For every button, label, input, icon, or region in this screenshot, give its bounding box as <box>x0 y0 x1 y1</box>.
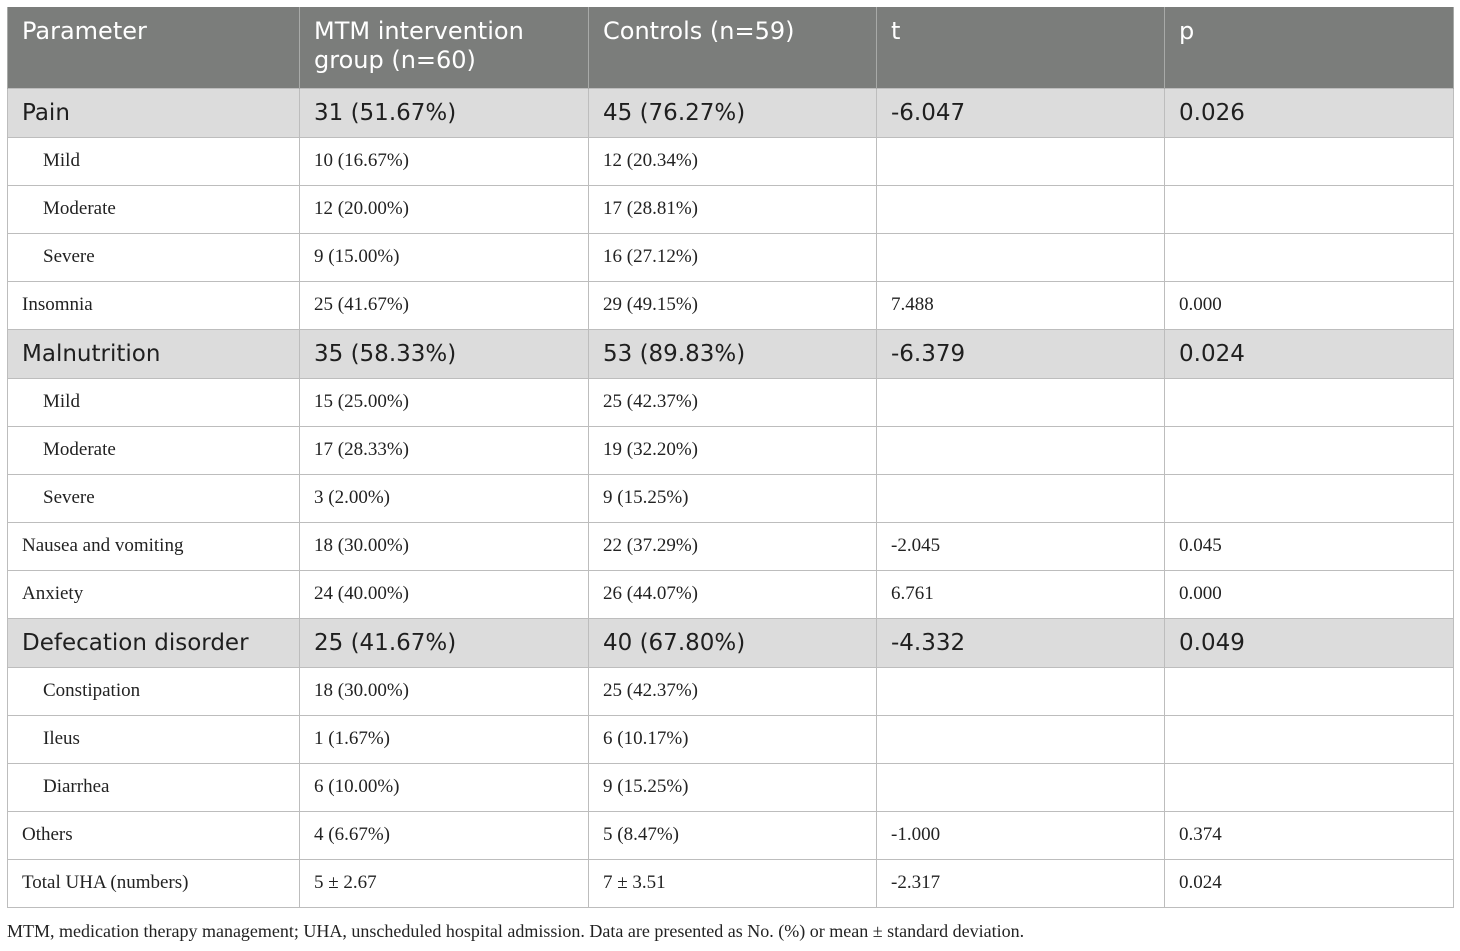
t-value-cell: -2.045 <box>877 522 1165 570</box>
parameter-cell: Insomnia <box>8 281 300 329</box>
t-value-cell: -6.379 <box>877 329 1165 378</box>
parameter-cell: Total UHA (numbers) <box>8 859 300 907</box>
t-value-cell: 6.761 <box>877 570 1165 618</box>
table-header-row <box>8 7 1454 88</box>
parameter-cell: Mild <box>8 378 300 426</box>
t-value-cell <box>877 763 1165 811</box>
mtm-value-cell: 35 (58.33%) <box>300 329 589 378</box>
controls-value-cell: 16 (27.12%) <box>589 233 877 281</box>
controls-value-cell: 17 (28.81%) <box>589 185 877 233</box>
header-p: p <box>1165 7 1454 88</box>
table-group-row <box>8 88 1454 137</box>
results-table <box>7 7 1454 908</box>
table-row <box>8 667 1454 715</box>
table-row <box>8 185 1454 233</box>
table-group-row <box>8 618 1454 667</box>
p-value-cell <box>1165 763 1454 811</box>
table-row <box>8 859 1454 907</box>
p-value-cell <box>1165 233 1454 281</box>
parameter-cell: Ileus <box>8 715 300 763</box>
mtm-value-cell: 25 (41.67%) <box>300 618 589 667</box>
controls-value-cell: 5 (8.47%) <box>589 811 877 859</box>
mtm-value-cell: 3 (2.00%) <box>300 474 589 522</box>
controls-value-cell: 40 (67.80%) <box>589 618 877 667</box>
parameter-cell: Mild <box>8 137 300 185</box>
t-value-cell <box>877 137 1165 185</box>
controls-value-cell: 53 (89.83%) <box>589 329 877 378</box>
mtm-value-cell: 10 (16.67%) <box>300 137 589 185</box>
mtm-value-cell: 18 (30.00%) <box>300 667 589 715</box>
parameter-cell: Pain <box>8 88 300 137</box>
controls-value-cell: 25 (42.37%) <box>589 667 877 715</box>
parameter-cell: Constipation <box>8 667 300 715</box>
parameter-cell: Severe <box>8 474 300 522</box>
mtm-value-cell: 12 (20.00%) <box>300 185 589 233</box>
t-value-cell: 7.488 <box>877 281 1165 329</box>
parameter-cell: Malnutrition <box>8 329 300 378</box>
controls-value-cell: 19 (32.20%) <box>589 426 877 474</box>
parameter-cell: Nausea and vomiting <box>8 522 300 570</box>
mtm-value-cell: 15 (25.00%) <box>300 378 589 426</box>
mtm-value-cell: 25 (41.67%) <box>300 281 589 329</box>
p-value-cell <box>1165 426 1454 474</box>
parameter-cell: Diarrhea <box>8 763 300 811</box>
table-row <box>8 426 1454 474</box>
mtm-value-cell: 6 (10.00%) <box>300 763 589 811</box>
p-value-cell <box>1165 137 1454 185</box>
mtm-value-cell: 9 (15.00%) <box>300 233 589 281</box>
mtm-value-cell: 31 (51.67%) <box>300 88 589 137</box>
p-value-cell <box>1165 667 1454 715</box>
table-group-row <box>8 329 1454 378</box>
header-controls: Controls (n=59) <box>589 7 877 88</box>
results-table-container <box>7 7 1453 908</box>
table-row <box>8 233 1454 281</box>
parameter-cell: Defecation disorder <box>8 618 300 667</box>
header-mtm-group: MTM intervention group (n=60) <box>300 7 589 88</box>
p-value-cell <box>1165 715 1454 763</box>
parameter-cell: Anxiety <box>8 570 300 618</box>
controls-value-cell: 29 (49.15%) <box>589 281 877 329</box>
p-value-cell: 0.026 <box>1165 88 1454 137</box>
controls-value-cell: 7 ± 3.51 <box>589 859 877 907</box>
mtm-value-cell: 5 ± 2.67 <box>300 859 589 907</box>
table-row <box>8 811 1454 859</box>
controls-value-cell: 22 (37.29%) <box>589 522 877 570</box>
t-value-cell <box>877 378 1165 426</box>
parameter-cell: Others <box>8 811 300 859</box>
table-row <box>8 137 1454 185</box>
mtm-value-cell: 17 (28.33%) <box>300 426 589 474</box>
table-body <box>8 88 1454 907</box>
t-value-cell <box>877 426 1165 474</box>
t-value-cell <box>877 185 1165 233</box>
t-value-cell: -4.332 <box>877 618 1165 667</box>
t-value-cell <box>877 474 1165 522</box>
controls-value-cell: 25 (42.37%) <box>589 378 877 426</box>
table-footnote: MTM, medication therapy management; UHA, unscheduled hospital admission. Data are presented as No. (%) or mean ± standard deviation. <box>7 921 1025 941</box>
p-value-cell: 0.045 <box>1165 522 1454 570</box>
table-row <box>8 281 1454 329</box>
t-value-cell <box>877 715 1165 763</box>
p-value-cell <box>1165 185 1454 233</box>
table-row <box>8 715 1454 763</box>
controls-value-cell: 9 (15.25%) <box>589 763 877 811</box>
header-t: t <box>877 7 1165 88</box>
mtm-value-cell: 24 (40.00%) <box>300 570 589 618</box>
t-value-cell: -6.047 <box>877 88 1165 137</box>
mtm-value-cell: 18 (30.00%) <box>300 522 589 570</box>
controls-value-cell: 26 (44.07%) <box>589 570 877 618</box>
controls-value-cell: 6 (10.17%) <box>589 715 877 763</box>
t-value-cell <box>877 233 1165 281</box>
t-value-cell <box>877 667 1165 715</box>
parameter-cell: Moderate <box>8 426 300 474</box>
p-value-cell: 0.024 <box>1165 329 1454 378</box>
table-row <box>8 763 1454 811</box>
table-row <box>8 378 1454 426</box>
p-value-cell: 0.024 <box>1165 859 1454 907</box>
table-row <box>8 522 1454 570</box>
controls-value-cell: 12 (20.34%) <box>589 137 877 185</box>
p-value-cell <box>1165 474 1454 522</box>
p-value-cell: 0.374 <box>1165 811 1454 859</box>
p-value-cell: 0.049 <box>1165 618 1454 667</box>
p-value-cell: 0.000 <box>1165 281 1454 329</box>
p-value-cell: 0.000 <box>1165 570 1454 618</box>
table-row <box>8 570 1454 618</box>
mtm-value-cell: 1 (1.67%) <box>300 715 589 763</box>
t-value-cell: -1.000 <box>877 811 1165 859</box>
p-value-cell <box>1165 378 1454 426</box>
controls-value-cell: 9 (15.25%) <box>589 474 877 522</box>
controls-value-cell: 45 (76.27%) <box>589 88 877 137</box>
t-value-cell: -2.317 <box>877 859 1165 907</box>
table-row <box>8 474 1454 522</box>
mtm-value-cell: 4 (6.67%) <box>300 811 589 859</box>
header-parameter: Parameter <box>8 7 300 88</box>
parameter-cell: Severe <box>8 233 300 281</box>
parameter-cell: Moderate <box>8 185 300 233</box>
